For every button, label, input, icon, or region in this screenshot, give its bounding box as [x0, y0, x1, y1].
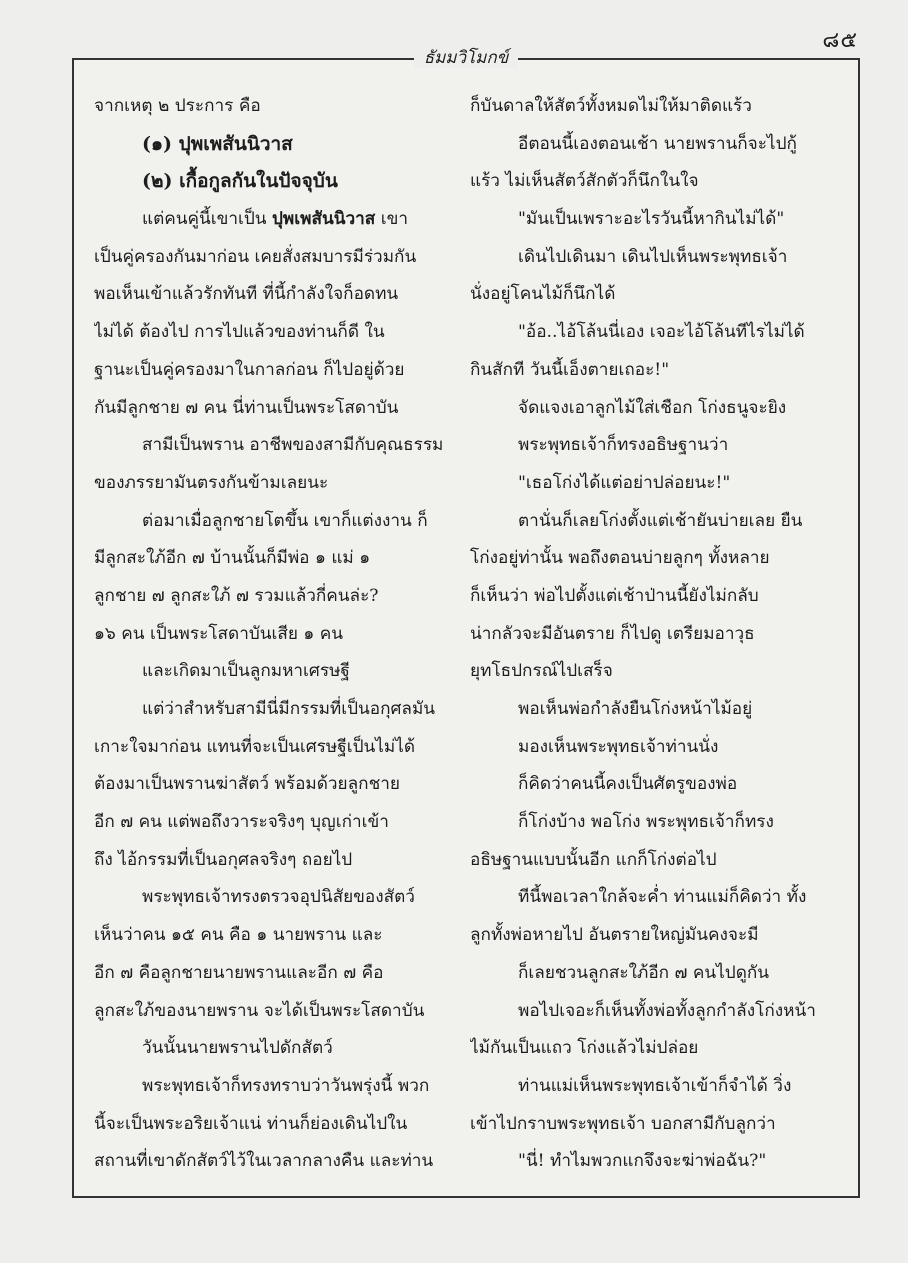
text-line: ลูกชาย ๗ ลูกสะใภ้ ๗ รวมแล้วกี่คนล่ะ? [94, 585, 379, 606]
text-line: อีตอนนี้เองตอนเช้า นายพรานก็จะไปกู้ [518, 133, 797, 154]
text-line: พระพุทธเจ้าทรงตรวจอุปนิสัยของสัตว์ [142, 887, 415, 908]
text-line: เข้าไปกราบพระพุทธเจ้า บอกสามีกับลูกว่า [470, 1113, 776, 1134]
text-line: (๒) เกื้อกูลกันในปัจจุบัน [142, 170, 338, 193]
text-line: และเกิดมาเป็นลูกมหาเศรษฐี [142, 661, 350, 682]
text-line [94, 201, 462, 239]
text-line: พอเห็นเข้าแล้วรักทันที ที่นี้กำลังใจก็อดทน [94, 284, 399, 305]
text-line: มองเห็นพระพุทธเจ้าท่านนั่ง [518, 736, 719, 757]
text-line: ถึง ไอ้กรรมที่เป็นอกุศลจริงๆ ถอยไป [94, 849, 353, 870]
text-line: นี้จะเป็นพระอริยเจ้าแน่ ท่านก็ย่องเดินไปใน [94, 1113, 408, 1134]
text-line: แร้ว ไม่เห็นสัตว์สักตัวก็นึกในใจ [470, 171, 699, 192]
text-line: เห็นว่าคน ๑๕ คน คือ ๑ นายพราน และ [94, 925, 383, 946]
text-line: ตานั่นก็เลยโก่งตั้งแต่เช้ายันบ่ายเลย ยืน [518, 510, 803, 531]
text-line: สามีเป็นพราน อาชีพของสามีกับคุณธรรม [142, 435, 444, 456]
text-line: พอเห็นพ่อกำลังยืนโก่งหน้าไม้อยู่ [518, 699, 753, 719]
text-line: แต่ว่าสำหรับสามีนี่มีกรรมที่เป็นอกุศลมัน [142, 699, 436, 719]
text-line: กินสักที วันนี้เอ็งตายเถอะ!" [470, 359, 670, 380]
text-line: อีก ๗ คน แต่พอถึงวาระจริงๆ บุญเก่าเข้า [94, 812, 389, 833]
text-line: ทีนี้พอเวลาใกล้จะค่ำ ท่านแม่ก็คิดว่า ทั้ง [518, 887, 807, 908]
text-line: ไม่ได้ ต้องไป การไปแล้วของท่านก็ดี ใน [94, 322, 385, 343]
text-line: วันนั้นนายพรานไปดักสัตว์ [142, 1038, 333, 1059]
text-line: พระพุทธเจ้าก็ทรงทราบว่าวันพรุ่งนี้ พวก [142, 1075, 430, 1096]
text-line: (๑) ปุพเพสันนิวาส [142, 132, 293, 155]
text-line: "เธอโก่งได้แต่อย่าปล่อยนะ!" [518, 472, 731, 493]
page-number: ๘๕ [822, 28, 858, 53]
running-head [74, 46, 858, 70]
text-line: "มันเป็นเพราะอะไรวันนี้หากินไม่ได้" [518, 209, 785, 230]
text-line: โก่งอยู่ท่านั้น พอถึงตอนบ่ายลูกๆ ทั้งหลาย [470, 548, 770, 569]
text-line: อีก ๗ คือลูกชายนายพรานและอีก ๗ คือ [94, 962, 384, 983]
right-column [470, 88, 838, 1181]
text-line: พอไปเจอะก็เห็นทั้งพ่อทั้งลูกกำลังโก่งหน้า [518, 1000, 816, 1021]
text-run: แต่คนคู่นี้เขาเป็น [142, 209, 273, 230]
left-column [94, 88, 462, 1181]
text-line: น่ากลัวจะมีอันตราย ก็ไปดู เตรียมอาวุธ [470, 623, 755, 644]
text-line: ต่อมาเมื่อลูกชายโตขึ้น เขาก็แต่งงาน ก็ [142, 510, 428, 531]
text-frame [72, 48, 860, 1198]
text-line: "อ้อ..ไอ้โล้นนี่เอง เจอะไอ้โล้นทีไรไม่ได้ [518, 322, 805, 343]
bold-term: ปุพเพสันนิวาส [272, 209, 376, 230]
text-line: จากเหตุ ๒ ประการ คือ [94, 96, 261, 116]
text-line: มีลูกสะใภ้อีก ๗ บ้านนั้นก็มีพ่อ ๑ แม่ ๑ [94, 548, 371, 569]
text-line: ฐานะเป็นคู่ครองมาในกาลก่อน ก็ไปอยู่ด้วย [94, 359, 405, 380]
text-line: อธิษฐานแบบนั้นอีก แกก็โก่งต่อไป [470, 849, 717, 870]
text-line: เป็นคู่ครองกันมาก่อน เคยสั่งสมบารมีร่วมกัน [94, 246, 417, 267]
text-line: นั่งอยู่โคนไม้ก็นึกได้ [470, 284, 616, 305]
text-line: ก็โก่งบ้าง พอโก่ง พระพุทธเจ้าก็ทรง [518, 812, 774, 833]
text-line: ยุทโธปกรณ์ไปเสร็จ [470, 661, 613, 682]
text-line: เกาะใจมาก่อน แทนที่จะเป็นเศรษฐีเป็นไม่ได้ [94, 736, 416, 757]
text-line: เดินไปเดินมา เดินไปเห็นพระพุทธเจ้า [518, 246, 788, 267]
text-line: ไม้กันเป็นแถว โก่งแล้วไม่ปล่อย [470, 1038, 699, 1059]
text-line: ก็บันดาลให้สัตว์ทั้งหมดไม่ให้มาติดแร้ว [470, 96, 752, 116]
text-line: พระพุทธเจ้าก็ทรงอธิษฐานว่า [518, 435, 729, 456]
text-line: ก็คิดว่าคนนี้คงเป็นศัตรูของพ่อ [518, 774, 738, 795]
text-run: เขา [375, 209, 408, 230]
text-line: ท่านแม่เห็นพระพุทธเจ้าเข้าก็จำได้ วิ่ง [518, 1075, 792, 1096]
text-line: ๑๖ คน เป็นพระโสดาบันเสีย ๑ คน [94, 623, 344, 644]
text-line: ต้องมาเป็นพรานฆ่าสัตว์ พร้อมด้วยลูกชาย [94, 774, 400, 795]
text-line: สถานที่เขาดักสัตว์ไว้ในเวลากลางคืน และท่าน [94, 1151, 434, 1172]
text-line: กันมีลูกชาย ๗ คน นี่ท่านเป็นพระโสดาบัน [94, 397, 399, 418]
running-head-title: ธัมมวิโมกข์ [414, 48, 519, 68]
text-line: ก็เห็นว่า พ่อไปตั้งแต่เช้าป่านนี้ยังไม่กลับ [470, 585, 759, 606]
text-line: ลูกทั้งพ่อหายไป อันตรายใหญ่มันคงจะมี [470, 925, 759, 946]
text-line: จัดแจงเอาลูกไม้ใส่เชือก โก่งธนูจะยิง [518, 397, 787, 418]
text-line: ก็เลยชวนลูกสะใภ้อีก ๗ คนไปดูกัน [518, 962, 770, 983]
text-line: "นี่! ทำไมพวกแกจึงจะฆ่าพ่อฉัน?" [518, 1151, 767, 1172]
text-line: ลูกสะใภ้ของนายพราน จะได้เป็นพระโสดาบัน [94, 1000, 425, 1021]
text-line: ของภรรยามันตรงกันข้ามเลยนะ [94, 472, 329, 493]
